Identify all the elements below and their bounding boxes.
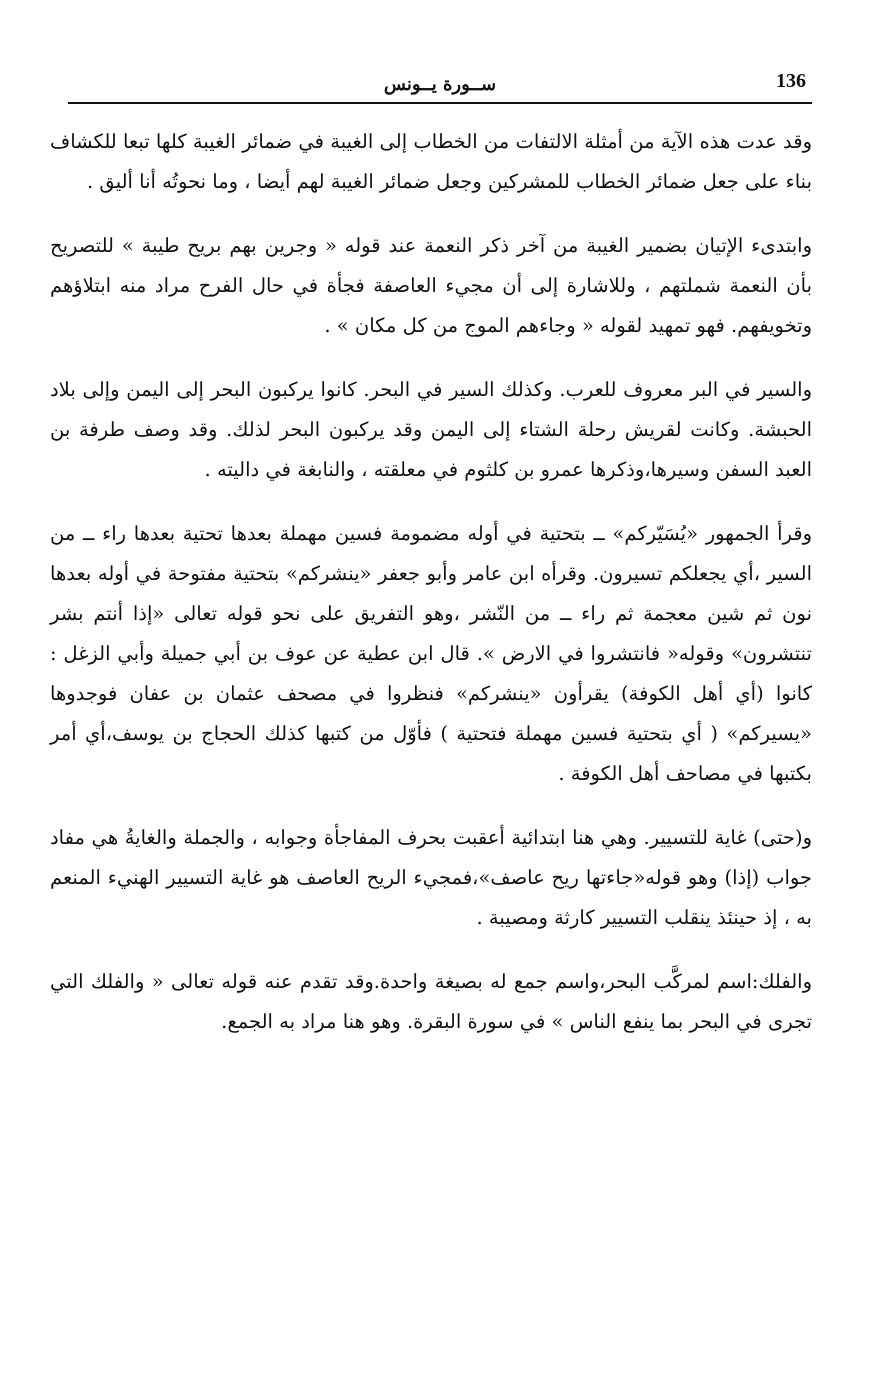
paragraph: والسير في البر معروف للعرب. وكذلك السير في البحر. كانوا يركبون البحر إلى اليمن وإلى بلاد الحبشة. وكانت لقريش رحلة الشتاء إلى اليمن وقد يركبون البحر لذلك. وقد وصف طرفة بن العبد السفن وسيرها،وذكرها عمرو بن كلثوم في معلقته ، والنابغة في داليته . — [50, 378, 812, 481]
body-text — [50, 122, 840, 1066]
paragraph: وابتدىء الإتيان بضمير الغيبة من آخر ذكر النعمة عند قوله « وجرين بهم بريح طيبة » للتصريح بأن النعمة شملتهم ، وللاشارة إلى أن مجيء العاصفة فجأة في حال الفرح مراد منه ابتلاؤهم وتخويفهم. فهو تمهيد لقوله « وجاءهم الموج من كل مكان » . — [50, 234, 812, 337]
paragraph: و(حتى) غاية للتسيير. وهي هنا ابتدائية أعقبت بحرف المفاجأة وجوابه ، والجملة والغايةُ هي مفاد جواب (إذا) وهو قوله«جاءتها ريح عاصف»،فمجيء الريح العاصف هو غاية التسيير الهنيء المنعم به ، إذ حينئذ ينقلب التسيير كارثة ومصيبة . — [50, 826, 812, 929]
page-header — [68, 62, 812, 104]
paragraph: وقرأ الجمهور «يُسَيّركم» ــ بتحتية في أوله مضمومة فسين مهملة بعدها تحتية بعدها راء ــ من السير ،أي يجعلكم تسيرون. وقرأه ابن عامر وأبو جعفر «ينشركم» بتحتية مفتوحة في أوله بعدها نون ثم شين معجمة ثم راء ــ من النّشر ،وهو التفريق على نحو قوله تعالى «إذا أنتم بشر تنتشرون» وقوله« فانتشروا في الارض ». قال ابن عطية عن عوف بن أبي جميلة وأبي الزغل : كانوا (أي أهل الكوفة) يقرأون «ينشركم» فنظروا في مصحف عثمان بن عفان فوجدوها «يسيركم» ( أي بتحتية فسين مهملة فتحتية ) فأوّل من كتبها كذلك الحجاج بن يوسف،أي أمر بكتبها في مصاحف أهل الكوفة . — [50, 522, 812, 785]
paragraph: والفلك:اسم لمركَّب البحر،واسم جمع له بصيغة واحدة.وقد تقدم عنه قوله تعالى « والفلك التي تجرى في البحر بما ينفع الناس » في سورة البقرة. وهو هنا مراد به الجمع. — [50, 970, 812, 1033]
page-number: 136 — [776, 70, 806, 92]
surah-title: ســورة يــونس — [383, 74, 497, 95]
paragraph: وقد عدت هذه الآية من أمثلة الالتفات من الخطاب إلى الغيبة في ضمائر الغيبة كلها تبعا للكشاف بناء على جعل ضمائر الخطاب للمشركين وجعل ضمائر الغيبة لهم أيضا ، وما نحوتُه أنا أليق . — [50, 130, 812, 193]
